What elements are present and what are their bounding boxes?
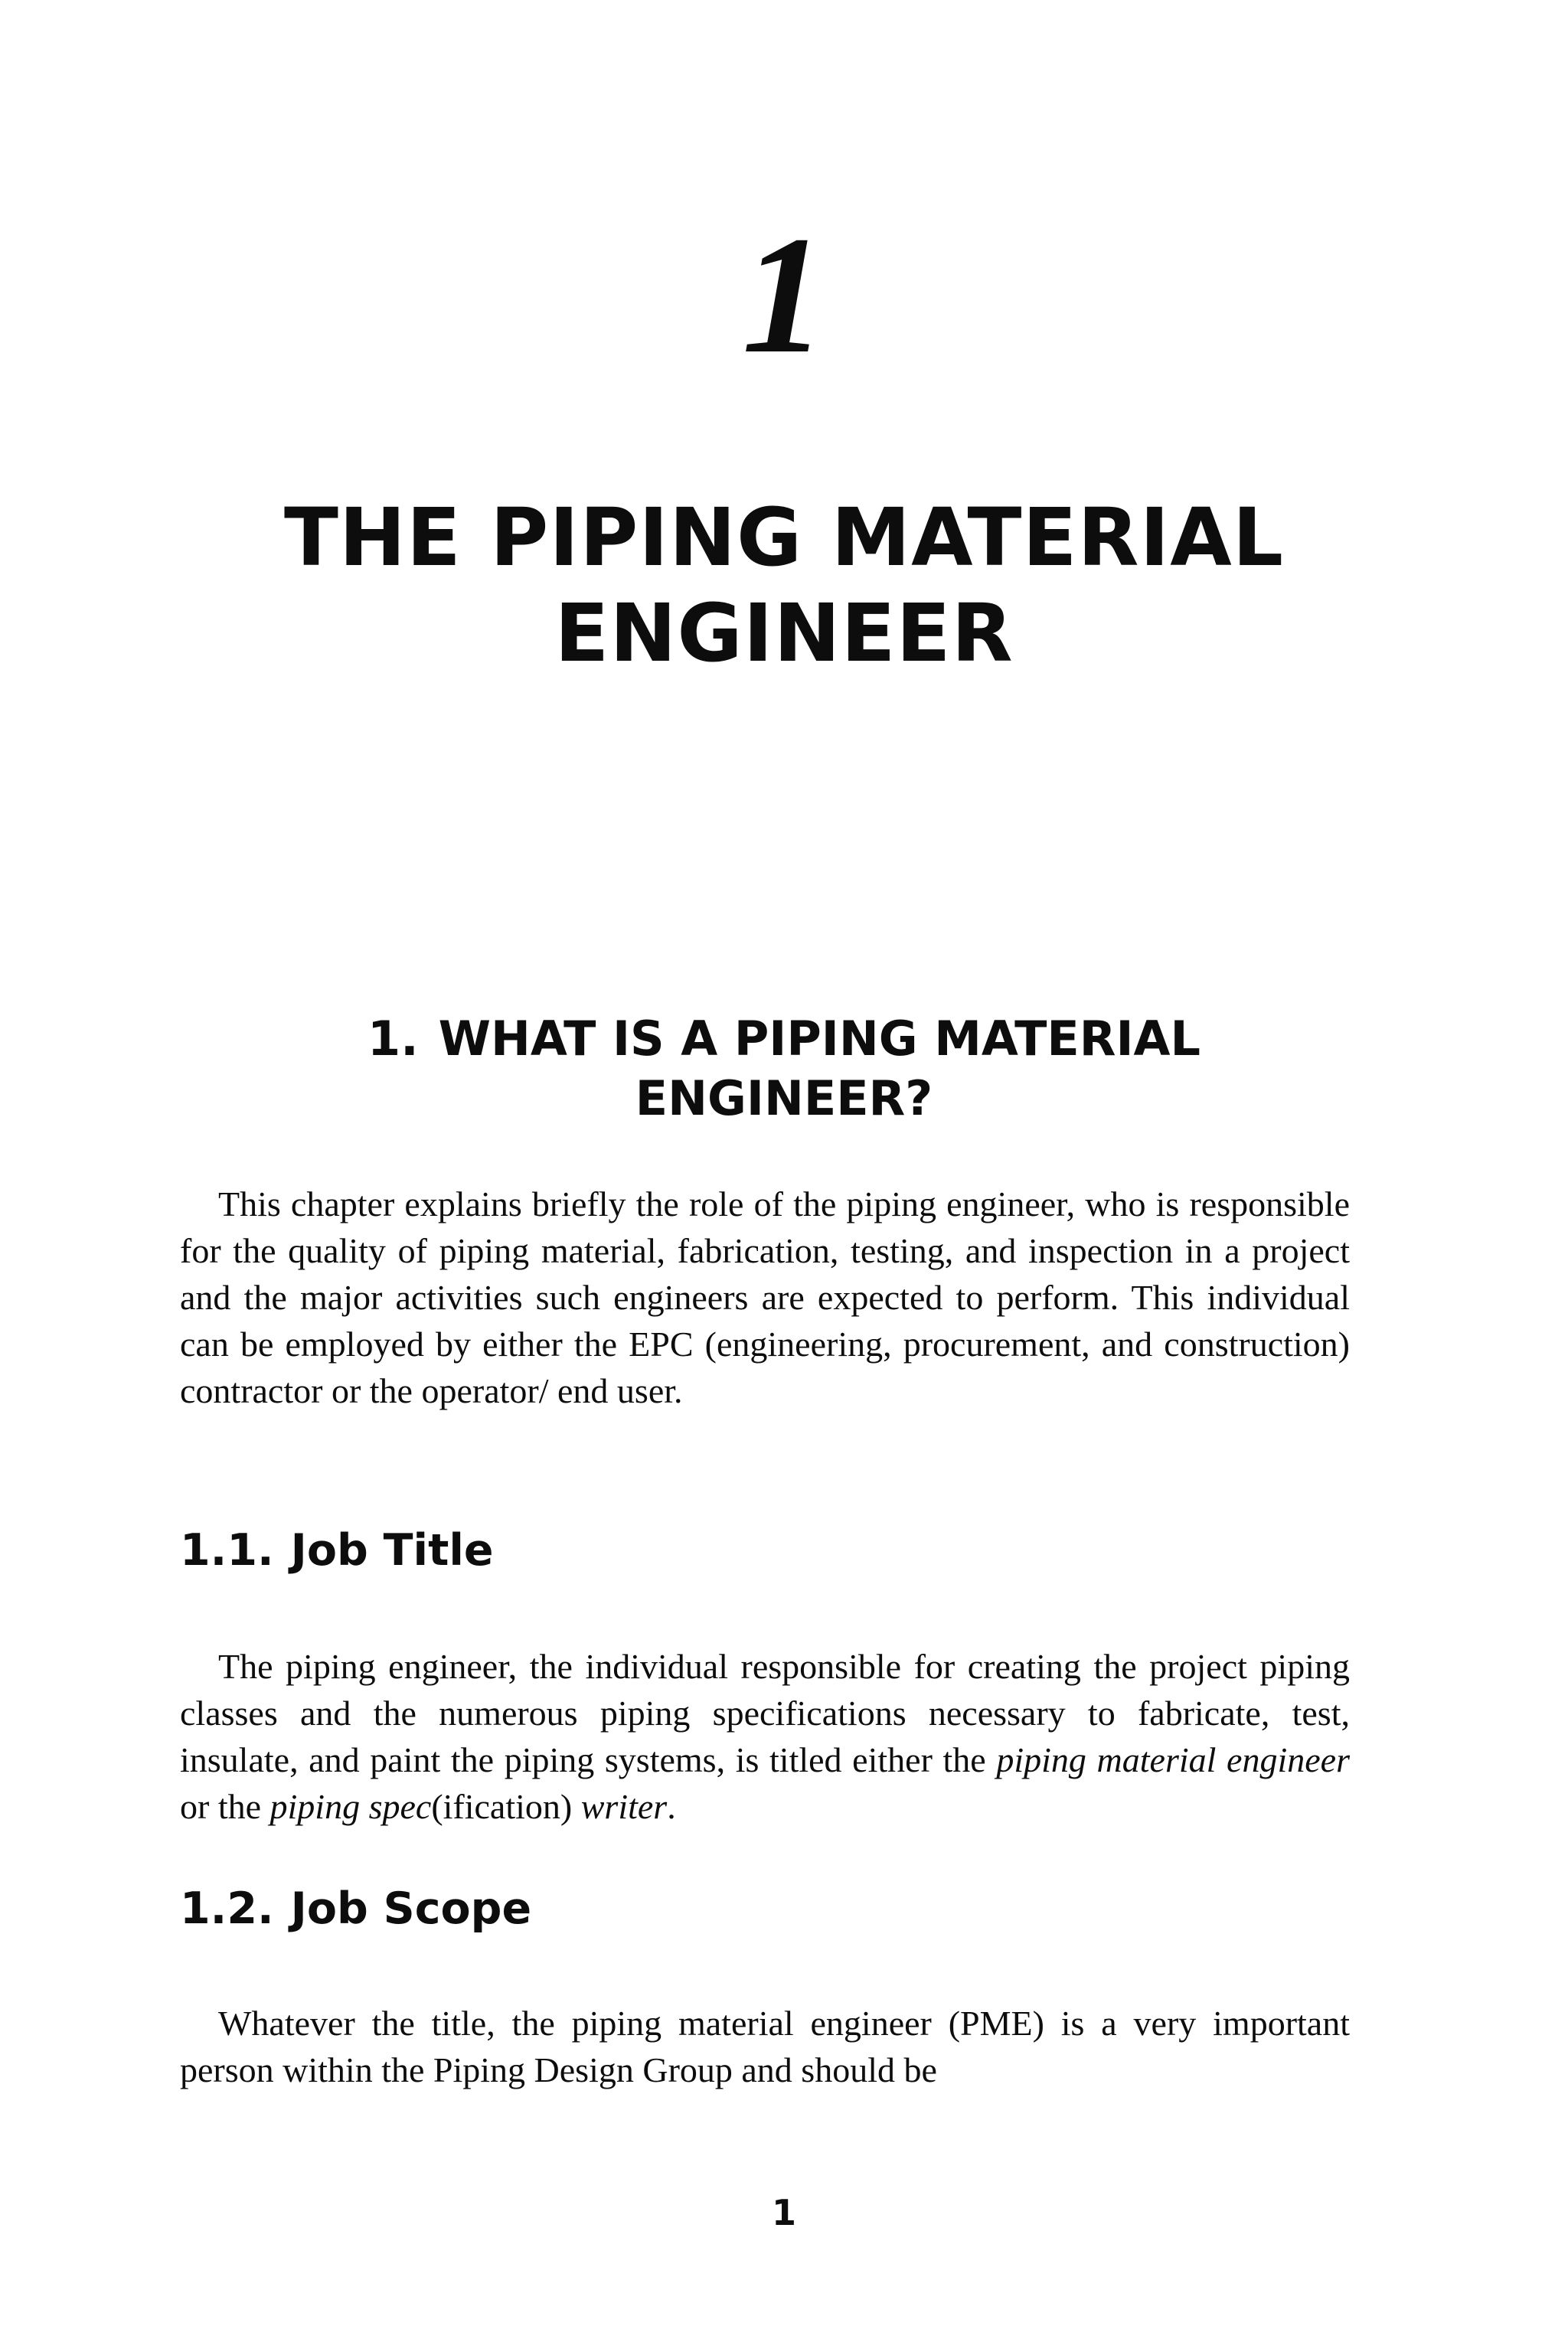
section-number: 1. <box>367 1011 419 1067</box>
section-title-line-1: WHAT IS A PIPING MATERIAL <box>438 1011 1201 1067</box>
italic-term-piping-spec: piping spec <box>270 1787 432 1826</box>
subsection-heading-job-scope <box>180 1882 531 1936</box>
italic-term-writer: writer <box>580 1787 668 1826</box>
subsection-title: Job Scope <box>290 1883 532 1934</box>
chapter-number: 1 <box>742 201 826 388</box>
paragraph-text: The piping engineer, the individual responsible for creating the project piping classes and the numerous piping specifications necessary to fabricate, test, insulate, and paint the piping systems, is titled either the <box>180 1647 1350 1779</box>
subsection-title: Job Title <box>290 1525 494 1576</box>
paragraph-text: or the <box>180 1787 270 1826</box>
section-title-line-2: ENGINEER? <box>635 1070 933 1126</box>
job-scope-paragraph: Whatever the title, the piping material engineer (PME) is a very important person within the Piping Design Group and should be <box>180 2004 1350 2089</box>
subsection-heading-job-title <box>180 1524 494 1577</box>
section-intro-paragraph: This chapter explains briefly the role of the piping engineer, who is responsible for the quality of piping material, fabrication, testing, and inspection in a project and the major activities such engineers are expected to perform. This individual can be employed by either the EPC (engineering, procurement, and construction) contractor or the operator/ end user. <box>180 1184 1350 1410</box>
paragraph-text: (ification) <box>431 1787 581 1826</box>
chapter-title <box>0 490 1568 681</box>
subsection-number: 1.2. <box>180 1883 274 1934</box>
chapter-title-line-2: ENGINEER <box>554 586 1014 680</box>
job-title-paragraph <box>180 1643 1350 1830</box>
paragraph-text: . <box>667 1787 676 1826</box>
italic-term-piping-material-engineer: piping material engineer <box>996 1740 1350 1779</box>
chapter-title-line-1: THE PIPING MATERIAL <box>283 491 1285 584</box>
page-number: 1 <box>771 2192 796 2233</box>
section-heading <box>0 1009 1568 1129</box>
subsection-number: 1.1. <box>180 1525 274 1576</box>
